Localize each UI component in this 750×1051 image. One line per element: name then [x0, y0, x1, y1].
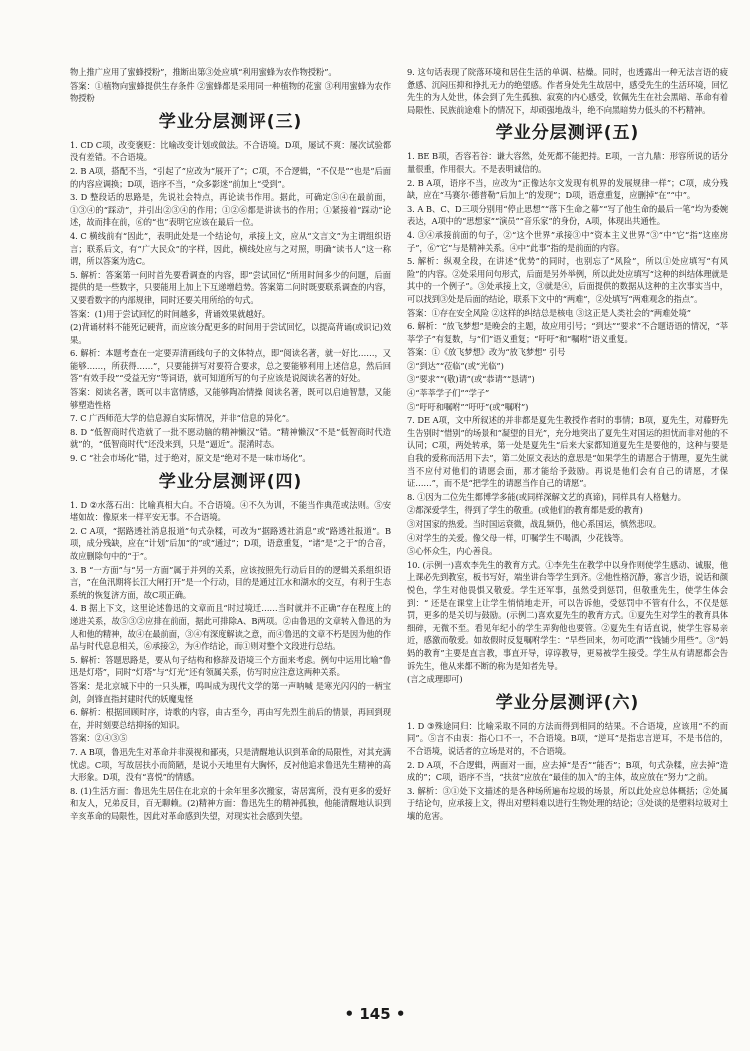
- section-3-body: [70, 139, 391, 465]
- answer-paragraph: ③对国家的热爱。当时国运衰微，战乱频仍，他心系国运，慎然悲叹。: [407, 519, 662, 529]
- answer-paragraph: (2)背诵材料不能死记硬背，而应该分配更多的时间用于尝试回忆，以提高背诵(或识记)效果。: [70, 322, 391, 345]
- answer-paragraph: ④对学生的关爱。像父母一样，叮嘱学生不喝酒，少花钱等。: [407, 532, 629, 543]
- answer-paragraph: 3. B “一方面”与“另一方面”属于并列的关系，应该按照先行动后目的的逻辑关系组织语言，“在鱼汛期将长江大闸打开”是一个行动，目的是通过江水和湖水的交互，有利于生态系统的恢复济方面，故C项正确。: [70, 564, 391, 600]
- answer-paragraph: ③“要求”“(敬)请”(或“恭请”“恳请”): [407, 374, 535, 385]
- answer-paragraph: 1. BE B项，否容若谷：谦大容然，处死都不能把持。E项，一言九鼎：形容所说的话分量很重，作用很大。不是表明诚信的。: [407, 151, 728, 174]
- answer-paragraph: 4. B 据上下文，这里论述鲁迅的文章而且“时过境迁……当时就并不正确”存在程度上的递进关系，故⑤③②应排在前面，据此可排除A、B两项。②由鲁迅的文章转入鲁迅的为人和他的精神，故④在最前面，③④有深度解读之意，而④鲁迅的文章不朽是因为他的作品与时代息息相关，⑥承接②，为④作结论，而①则对整个文段进行总结。: [70, 603, 391, 652]
- answer-paragraph: 5. 解析：答案第一问时首先要看调查的内容，即“尝试回忆”所用时间多少的问题，后面提供的是一些数字，只要能用上加上下互递增趋势。答案第二问时既要联系调查的内容，又要看数字的内部规律，同时还要关用所给的句式。: [70, 269, 391, 305]
- answer-paragraph: 3. A B、C、D三项分别用“停止思想”“落下生命之幕”“写了他生命的最后一笔”均为委婉表达，A项中的“思想家”“演员”“音乐家”的身份，A项，体现出共通性。: [407, 203, 728, 227]
- answer-paragraph: 4. ③④承接前面的句子，②“这个世界”承接③中“资本主义世界”③“中”它“指”这座房子”，⑥“它”与是精神关系。④中“此事”指的是前面的内容。: [407, 229, 728, 253]
- answer-paragraph: 9. C “社会市场化”错，过于绝对，原文是“绝对不是一味市场化”。: [70, 453, 311, 464]
- section-title-5: 学业分层测评(五): [495, 123, 640, 144]
- answer-paragraph: 6. 解析：本题考查在一定要弄清画线句子的文体特点，即“阅读名著，就一好比……，又能够……，所获得……”，只要能拼写对要符合要求，总之要能够利用上述信息，然后回答“有效手段”“受益无穷”等词语，就可知道所写的句子应该是说阅读名著的好处。: [70, 348, 391, 384]
- answer-paragraph: 答案：①存在安全风险 ②这样的纠结总是核电 ③这正是人类社会的“两难处境”: [407, 307, 691, 318]
- answer-paragraph: 5. 解析：纵观全段，在讲述“优势”的同时，也别忘了“风险”，所以①处应填写“有风险”的内容。②处采用问句形式，后面是另外举例，所以此处应填写“这种的纠结体理就是其中的一个例子”。③处承接上文，③就是④，后面提供的数据从这种的主次事实当中，可以找到③处是后面的结论，联系下文中的“两难”，②处填写“两难观念的指点”。: [407, 256, 728, 304]
- answer-paragraph: 答案：阅读名著，既可以丰富情感，又能够陶冶情操 阅读名著，既可以启迪智慧，又能够塑造性格: [70, 387, 391, 410]
- section-title-6: 学业分层测评(六): [495, 692, 640, 713]
- answer-paragraph: 8. D “低智商时代造就了一批不愿动脑的精神懒汉”错。“精神懒汉”不是“低智商时代造就”的，“低智商时代”还没来到，只是“逼近”。混淆时态。: [70, 426, 391, 450]
- answer-paragraph: 答案：②④③⑤: [70, 733, 128, 744]
- answer-paragraph: 10. (示例一)喜欢李先生的教育方式。①李先生在教学中以身作则使学生感动、诚服，他上课必先到教室，板书写好，端坐讲台等学生到齐。②他性格沉静，寡言少语，说话和颜悦色，学生对他畏惧又敬爱。学生还军事，虽然受到惩罚，但敬重先生，使学生体会到：“ 还是在课堂上让学生悄悄地走开，可以告诉他，受惩罚中不管有什么，不仅是惩罚，更多的是关切与鼓励。(示例二)喜欢夏先生的教育方式。①夏先生对学生的教育具体细碎，无微不至。看见年纪小的学生弄狗他也要管。②夏先生有话直说，使学生容易亲近，感激而敬爱。如故假时反复嘱咐学生：“早些回来，勿可吃酒”“钱铺少用些”。③“妈妈的教育”主要是直言教，事直开导，谆谆教导，更易被学生接受。学生从有请愿都会告诉先生，他从来都不断的称为是知者先导。: [407, 559, 728, 671]
- left-top-text: [70, 66, 391, 105]
- answer-paragraph: 4. C 横线前有“因此”，表明此处是一个结论句，承接上文，应从“文言文”为主谓组织语言；联系后文，有“广大民众”的字样，因此，横线处应与之对照，明确“读书人”这一称谓，所以答案为选C。: [70, 230, 391, 267]
- answer-paragraph: ⑤心怀众生，内心善良。: [407, 546, 498, 557]
- answer-paragraph: 2. B A项，语序不当，应改为“正像达尔文发现有机界的发展规律一样”；C项，成分残缺，应在“马赛尔·德普勒”后加上“的发现”；D项，语意重复，应删掉“在”“中”。: [407, 177, 728, 201]
- answer-paragraph: 7. A B项，鲁迅先生对革命并非漠视和鄙夷，只是清醒地认识到革命的局限性，对其充满忧虑。C项，写故居扶小而简陋，是说小天地里有大胸怀，反衬他追求鲁迅先生精神的高大形象。D项，没有“喜悦”的情感。: [70, 746, 391, 783]
- answer-paragraph: 答案：①《放飞梦想》改为“放飞梦想” 引号: [407, 347, 566, 358]
- answer-paragraph: ②都深爱学生，得到了学生的敬重。(或他们的教育都是爱的教育): [407, 505, 643, 516]
- answer-paragraph: 1. D ②水落石出：比喻真相大白。不合语境。④不久为训，不能当作典范或法则。⑤安堵如故：像原来一样平安无事。不合语境。: [70, 499, 391, 523]
- answer-paragraph: ⑤“吁吁和嘱咐”“吁吁”(或“嘱咐”): [407, 401, 529, 412]
- two-column-body: [70, 66, 728, 1026]
- answer-paragraph: 2. B A项，搭配不当，“引起了”应改为“展开了”；C项，不合逻辑，“不仅是”“也是”后面的内容应调换；D项，语序不当，“众多影迷”前加上“受到”。: [70, 165, 391, 189]
- page-number-value: 145: [359, 1005, 391, 1023]
- answer-paragraph: 1. CD C项，改变褒贬：比喻改变计划或做法。不合语境。D项，屡试不爽：屡次试验都没有差错。不合语境。: [70, 139, 391, 163]
- answer-paragraph: ②“到达”“莅临”(或“光临”): [407, 360, 504, 371]
- answer-paragraph: 3. D 整段话的思路是，先说社会特点，再论读书作用。据此，可确定⑤④在最前面，①③④的“踩动”，并引出②③④的作用；①②⑥都是讲读书的作用；①紧接着“踩动”论述，故而排在前，⑥的“也”表明它应该在最后一位。: [70, 192, 391, 228]
- answer-paragraph: 答案：①植物向蜜蜂提供生存条件 ②蜜蜂都是采用同一种植物的花蜜 ③利用蜜蜂为农作物授粉: [70, 80, 391, 104]
- section-5-body: [407, 150, 728, 685]
- section-title-4: 学业分层测评(四): [158, 471, 303, 492]
- answer-paragraph: 7. C 广西师范大学的信息源自实际情况，并非“信息的异化”。: [70, 413, 295, 424]
- right-column: [407, 66, 728, 1026]
- answer-paragraph: 答案：(1)用于尝试回忆的时间越多，背诵效果就越好。: [70, 308, 270, 319]
- page-number: • 145 •: [344, 1005, 406, 1023]
- section-4-body: [70, 499, 391, 823]
- answer-paragraph: 3. 解析：③①处下文描述的是各种场所遍布垃圾的场景，所以此处应总体概括；②处属于结论句，应承接上文，得出对塑料难以进行生物处理的结论；③处谈的是塑料垃圾对土壤的危害。: [407, 785, 728, 821]
- answer-paragraph: 6. 解析：根据回顾时序，诗歌的内容，由古至今，再由写先烈生前后的情景，再回到现在，并时刻要总结抑扬的知识。: [70, 707, 391, 730]
- answer-paragraph: 2. D A项，不合逻辑，两面对一面，应去掉“是否”“能否”；B项，句式杂糅，应去掉“造成的”；C项，语序不当，“扶贫”应放在“最佳的加入”的主体，故应放在“努力”之前。: [407, 759, 728, 783]
- answer-paragraph: ④“莘莘学子们”“学子”: [407, 388, 490, 399]
- answer-paragraph: 1. D ③殊途同归：比喻采取不同的方法而得到相同的结果。不合语境，应该用“不约而同”。⑤言不由衷：指心口不一，不合语境。B项，“逆耳”是指忠言逆耳，不是书信的，不合语境，说话者的立场是对的，不合语境。: [407, 720, 728, 756]
- left-column: [70, 66, 391, 1026]
- answer-paragraph: 8. ①因为二位先生都博学多能(或同样深解文艺的真谛)，同样具有人格魅力。: [407, 491, 686, 502]
- answer-paragraph: 6. 解析：“放飞梦想”是晚会的主题，故应用引号；“到达”“要求”不合题语语的情况，“莘莘学子”有复数，与“们”语义重复；“吁吁”和“嘱咐”语义重复。: [407, 321, 728, 344]
- section-title-3: 学业分层测评(三): [158, 111, 303, 132]
- answer-paragraph: 9. 这句话表现了院落环境和居住生活的单调、枯燥。同时，也透露出一种无法言语的疲惫感、沉闷压抑和挣扎无力的绝望感。作者身处先生故居中，感受先生的生活环境，回忆先生的为人处世，体会到了先生孤独、寂寞的内心感受，钦佩先生在社会黑暗、革命有着局限性、民族前途难卜的情况下，却顽强地战斗，绝不向黑暗势力低头的不朽精神。: [407, 67, 728, 115]
- answer-paragraph: 5. 解析：答题思路是，要从句子结构和修辞及语境三个方面来考虑。例句中运用比喻“鲁迅是灯塔”，同时“灯塔”与“灯光”还有领属关系，仿写时应注意这两种关系。: [70, 654, 391, 678]
- answer-paragraph: 2. C A项，“据路透社消息报道”句式杂糅，可改为“据路透社消息”或“路透社报道”。B项，成分残缺，应在“计划”后加“的”或“通过”；D项，语意重复，“诸”是“之于”的合音，故应删除句中的“于”。: [70, 525, 391, 561]
- answer-paragraph: 8. (1)生活方面：鲁迅先生居住在北京的十余年里多次搬家，寄居寓所，没有更多的爱好和友人，兄弟反目，百无聊赖。(2)精神方面：鲁迅先生的精神孤独，他能清醒地认识到辛亥革命的局限性，因此对革命感到失望，对现实社会感到失望。: [70, 785, 391, 821]
- answer-paragraph: 7. DE A项，文中所叙述的并非都是夏先生教授作者时的事情；B项，夏先生，对藤野先生告别时“惜别”的场景和“凝望的目光”，充分地突出了夏先生对国运的担忧而非对他的不认同；C项，两处转承，第一处是夏先生“后来大家都知道夏先生是要他的，这种与要是自我的爱称而活用下去”，第二处原文表达的意思是“如果学生的请愿合于情理，夏先生就当不应付对他们的请愿会面，那才能给予鼓励。再说是他们会有自己的请愿，才保证……”，而不是“把学生的请愿当作自己的请愿”。: [407, 415, 728, 489]
- right-top-text: [407, 66, 728, 116]
- answer-paragraph: (言之成理即可): [407, 674, 463, 685]
- answer-paragraph: 物上推广应用了蜜蜂授粉”，推断出第③处应填“利用蜜蜂为农作物授粉”。: [70, 67, 337, 77]
- section-6-body: [407, 720, 728, 823]
- answer-paragraph: 答案：是北京城下中的一只头雁，鸣叫成为现代文学的第一声呐喊 是寒光闪闪的一柄宝剑，剑锋直指封建时代的妖魔鬼怪: [70, 680, 391, 704]
